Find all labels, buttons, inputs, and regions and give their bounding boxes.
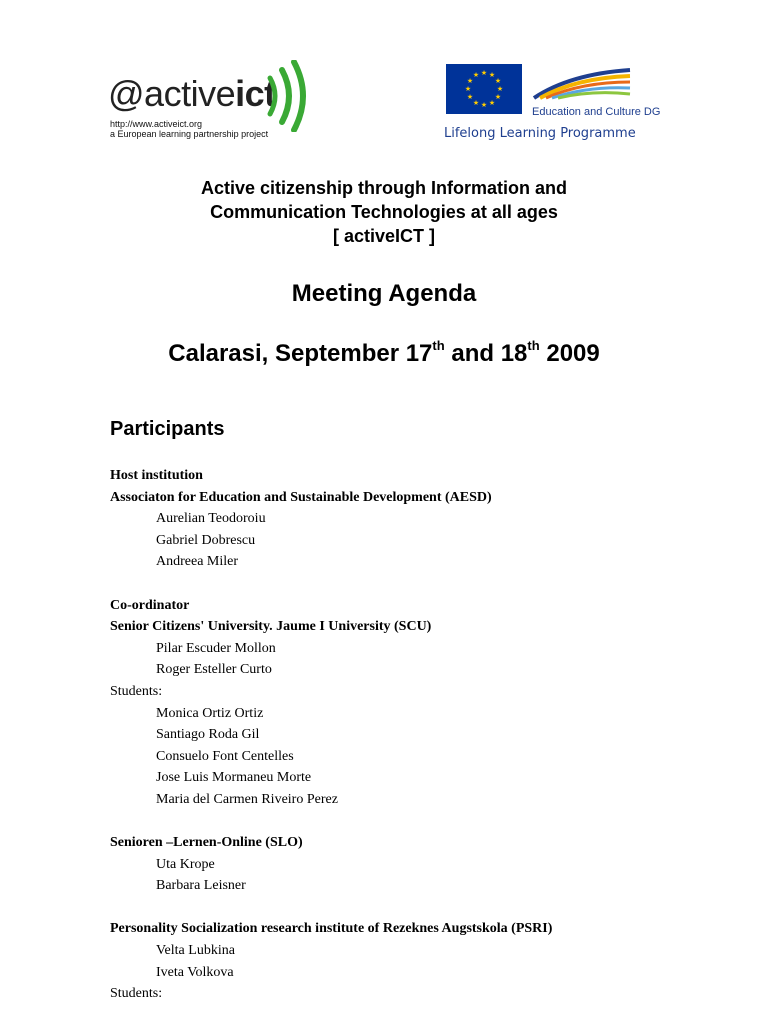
svg-text:★: ★ [494, 93, 502, 101]
student-name: Jose Luis Mormaneu Morte [156, 770, 312, 786]
svg-text:★: ★ [480, 101, 488, 109]
education-culture-swoosh-icon [530, 64, 634, 104]
svg-text:★: ★ [472, 99, 480, 107]
participants-list [110, 465, 710, 1005]
participant-name: Roger Esteller Curto [156, 662, 272, 678]
signal-waves-icon [262, 60, 308, 132]
student-name: Maria del Carmen Riveiro Perez [156, 791, 338, 807]
project-title-line: [ activeICT ] [332, 226, 436, 246]
participant-name: Andreea Miler [156, 554, 239, 570]
svg-text:★: ★ [488, 71, 496, 79]
activeict-url: http://www.activeict.org [110, 119, 203, 129]
eu-programme-logo [444, 62, 661, 148]
student-name: Santiago Roda Gil [156, 727, 260, 743]
svg-text:★: ★ [494, 77, 502, 85]
group-organization: Senioren –Lernen-Online (SLO) [110, 835, 303, 851]
education-culture-dg-label: Education and Culture DG [532, 106, 661, 118]
svg-text:★: ★ [488, 99, 496, 107]
student-name: Monica Ortiz Ortiz [156, 705, 264, 721]
participant-name: Gabriel Dobrescu [156, 532, 256, 548]
student-name: Consuelo Font Centelles [156, 748, 294, 764]
participant-name: Aurelian Teodoroiu [156, 511, 266, 527]
students-label: Students: [110, 683, 163, 699]
meeting-agenda-heading: Meeting Agenda [291, 280, 477, 307]
group-organization: Associaton for Education and Sustainable Development (AESD) [110, 489, 492, 505]
svg-text:★: ★ [464, 85, 472, 93]
participant-name: Barbara Leisner [156, 878, 246, 894]
project-title-line: Communication Technologies at all ages [210, 202, 558, 222]
participant-name: Pilar Escuder Mollon [156, 640, 276, 656]
svg-text:★: ★ [472, 71, 480, 79]
project-title-line: Active citizenship through Information and [200, 178, 567, 198]
participant-name: Iveta Volkova [156, 964, 234, 980]
activeict-logo [108, 60, 308, 144]
lifelong-learning-label: Lifelong Learning Programme [444, 126, 636, 141]
group-organization: Senior Citizens' University. Jaume I University (SCU) [110, 619, 432, 635]
group-role: Co-ordinator [110, 597, 190, 613]
group-role: Host institution [110, 468, 203, 483]
svg-text:★: ★ [496, 85, 504, 93]
activeict-tagline: a European learning partnership project [110, 129, 269, 139]
eu-flag-icon [446, 64, 522, 114]
svg-text:★: ★ [466, 77, 474, 85]
meeting-place-date-heading: Calarasi, September 17th and 18th 2009 [168, 338, 600, 367]
students-label: Students: [110, 986, 163, 1002]
participants-heading: Participants [110, 418, 225, 440]
project-title [0, 176, 768, 248]
group-organization: Personality Socialization research institute of Rezeknes Augstskola (PSRI) [110, 921, 553, 937]
svg-text:★: ★ [466, 93, 474, 101]
svg-text:★: ★ [480, 69, 488, 77]
participant-name: Uta Krope [156, 856, 215, 872]
activeict-wordmark: @activeict [108, 73, 276, 114]
participant-name: Velta Lubkina [156, 943, 235, 959]
